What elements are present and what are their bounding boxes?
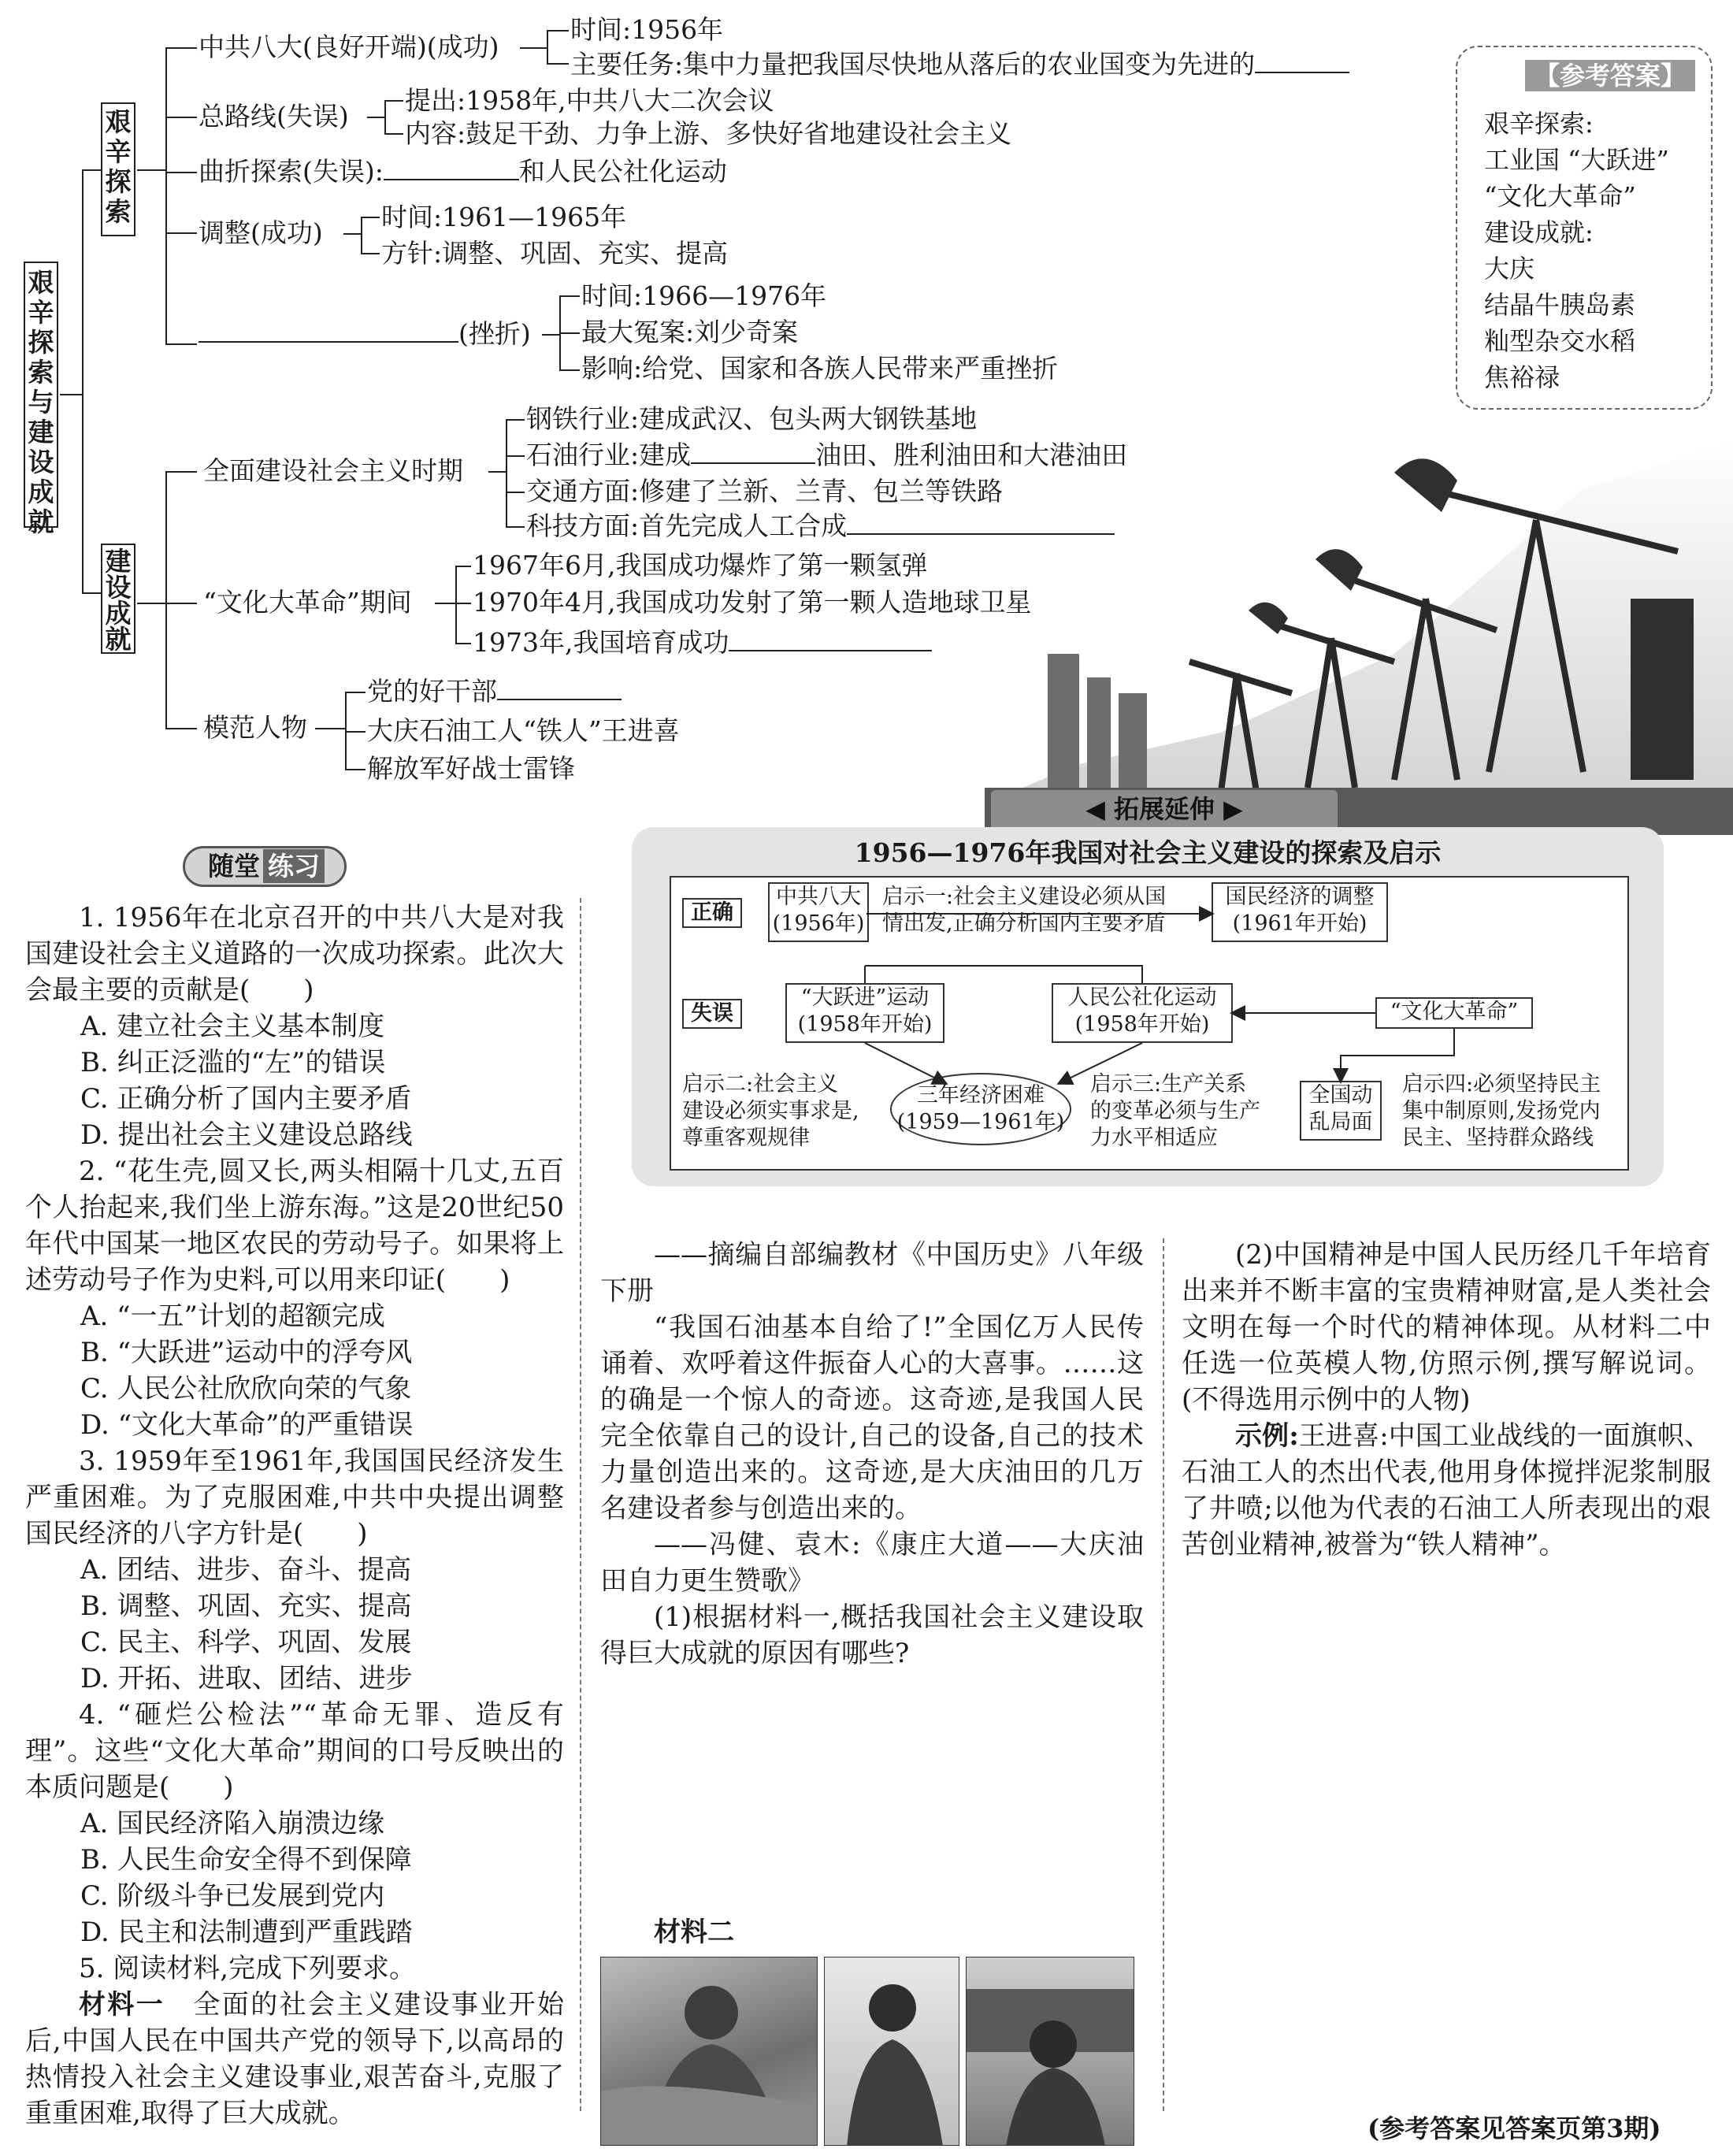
- q2-option-a: A. “一五”计划的超额完成: [80, 1301, 385, 1332]
- q3-option-c: C. 民主、科学、巩固、发展: [80, 1627, 412, 1658]
- q4-option-b: B. 人民生命安全得不到保障: [80, 1844, 412, 1876]
- answer-box-title: 【参考答案】: [1525, 60, 1695, 91]
- fill-blank: [384, 157, 519, 180]
- node-quanmian-tech: 科技方面:首先完成人工合成: [526, 510, 1115, 542]
- node-tiaozheng-policy: 方针:调整、巩固、充实、提高: [381, 238, 729, 269]
- source-2: ——冯健、袁木:《康庄大道——大庆油田自力更生赞歌》: [600, 1529, 1144, 1597]
- material-quote: “我国石油基本自给了!”全国亿万人民传诵着、欢呼着这件振奋人心的大喜事。……这的确是一个惊人的奇迹。这奇迹,是我国人民完全依靠自己的设计,自己的设备,自己的技术力量创造出来的。这奇迹,是大庆油田的几万名建设者参与创造出来的。: [600, 1312, 1144, 1524]
- q1-option-d: D. 提出社会主义建设总路线: [80, 1119, 413, 1151]
- fill-blank: [691, 440, 815, 464]
- node-tiaozheng-time: 时间:1961—1965年: [381, 202, 627, 232]
- q1-option-a: A. 建立社会主义基本制度: [80, 1011, 385, 1042]
- node-quanmian-steel: 钢铁行业:建成武汉、包头两大钢铁基地: [526, 403, 978, 434]
- box-tiaozheng: 国民经济的调整 (1961年开始): [1212, 882, 1388, 942]
- practice-badge: 随堂 练习: [183, 846, 347, 887]
- question-1: 1. 1956年在北京召开的中共八大是对我国建设社会主义道路的一次成功探索。此次大会最主要的贡献是( ): [25, 902, 564, 1006]
- sub-question-2: (2)中国精神是中国人民历经几千年培育出来并不断丰富的宝贵精神财富,是人类社会文明在每一个时代的精神体现。从材料二中任选一位英模人物,仿照示例,撰写解说词。(不得选用示例中的人物): [1182, 1239, 1711, 1416]
- node-cuozhe: (挫折): [199, 318, 531, 350]
- label-correct: 正确: [682, 898, 742, 928]
- fill-blank: [199, 319, 458, 343]
- node-mofan-lei: 解放军好战士雷锋: [367, 753, 575, 784]
- q4-option-a: A. 国民经济陷入崩溃边缘: [80, 1808, 385, 1839]
- photo-lei-feng: [966, 1957, 1134, 2146]
- material-1: 材料一 全面的社会主义建设事业开始后,中国人民在中国共产党的领导下,以高昂的热情投入社会主义建设事业,艰苦奋斗,克服了重重困难,取得了巨大成就。: [25, 1989, 564, 2129]
- question-4: 4. “砸烂公检法”“革命无罪、造反有理”。这些“文化大革命”期间的口号反映出的本质问题是( ): [25, 1699, 564, 1803]
- column-divider-2: [1163, 1238, 1164, 2111]
- sub-question-1: (1)根据材料一,概括我国社会主义建设取得巨大成就的原因有哪些?: [600, 1601, 1144, 1669]
- node-bada-time: 时间:1956年: [570, 14, 724, 45]
- answer-box-lines: 艰辛探索: 工业国 “大跃进” “文化大革命” 建设成就: 大庆 结晶牛胰岛素 籼型杂交水稻 焦裕禄: [1484, 109, 1669, 392]
- q4-option-c: C. 阶级斗争已发展到党内: [80, 1880, 385, 1912]
- fill-blank: [497, 677, 622, 700]
- footer-answer-reference: (参考答案见答案页第3期): [1367, 2113, 1661, 2143]
- node-mofan-cadre: 党的好干部: [367, 676, 622, 707]
- q3-option-d: D. 开拓、进取、团结、进步: [80, 1663, 413, 1694]
- box-dongluan: 全国动 乱局面: [1300, 1081, 1382, 1141]
- text-qishi2: 启示二:社会主义 建设必须实事求是, 尊重客观规律: [682, 1072, 859, 1150]
- ellipse-kunnan: 三年经济困难 (1959—1961年): [890, 1073, 1071, 1145]
- node-wenge: “文化大革命”期间: [203, 587, 412, 618]
- node-tiaozheng: 调整(成功): [199, 217, 323, 248]
- node-zonglux-propose: 提出:1958年,中共八大二次会议: [405, 85, 774, 116]
- box-gongshe: 人民公社化运动 (1958年开始): [1052, 983, 1233, 1043]
- photo-jiao-yulu: [824, 1957, 959, 2146]
- q4-option-d: D. 民主和法制遭到严重践踏: [80, 1917, 413, 1948]
- q3-option-a: A. 团结、进步、奋斗、提高: [80, 1554, 412, 1586]
- node-cuozhe-case: 最大冤案:刘少奇案: [581, 317, 799, 347]
- extension-tab: ◀ 拓展延伸 ▶: [991, 790, 1338, 828]
- practice-column-2: [600, 1237, 1144, 1672]
- source-1: ——摘编自部编教材《中国历史》八年级下册: [600, 1239, 1144, 1307]
- node-zonglux: 总路线(失误): [199, 101, 349, 132]
- oil-pump-illustration: [985, 394, 1733, 835]
- q1-option-b: B. 纠正泛滥的“左”的错误: [80, 1047, 386, 1078]
- node-bada-task: 主要任务:集中力量把我国尽快地从落后的农业国变为先进的: [570, 49, 1349, 80]
- fill-blank: [1255, 50, 1349, 73]
- extension-title: 1956—1976年我国对社会主义建设的探索及启示: [854, 837, 1442, 868]
- node-wenge-satellite: 1970年4月,我国成功发射了第一颗人造地球卫星: [473, 587, 1032, 618]
- box-dayuejin: “大跃进”运动 (1958年开始): [785, 983, 944, 1043]
- q2-option-c: C. 人民公社欣欣向荣的气象: [80, 1373, 412, 1405]
- node-zonglux-content: 内容:鼓足干劲、力争上游、多快好省地建设社会主义: [405, 118, 1012, 149]
- node-quzhe: 曲折探索(失误): 和人民公社化运动: [199, 156, 727, 187]
- box-bada: 中共八大 (1956年): [768, 882, 869, 942]
- mindmap-branch-explore: 艰辛探索: [101, 102, 135, 236]
- column-divider-1: [580, 898, 581, 2111]
- node-cuozhe-time: 时间:1966—1976年: [581, 280, 827, 311]
- node-wenge-rice: 1973年,我国培育成功: [473, 627, 932, 659]
- node-mofan-wang: 大庆石油工人“铁人”王进喜: [367, 715, 680, 746]
- q1-option-c: C. 正确分析了国内主要矛盾: [80, 1083, 412, 1115]
- q2-option-b: B. “大跃进”运动中的浮夸风: [80, 1337, 413, 1368]
- q3-option-b: B. 调整、巩固、充实、提高: [80, 1590, 412, 1622]
- practice-column-1: [25, 900, 564, 2132]
- fill-blank: [729, 628, 932, 651]
- node-wenge-hbomb: 1967年6月,我国成功爆炸了第一颗氢弹: [473, 550, 928, 581]
- node-bada: 中共八大(良好开端)(成功): [199, 32, 499, 62]
- practice-column-3: [1182, 1237, 1711, 1563]
- mindmap-root: 艰辛探索与建设成就: [24, 262, 58, 528]
- text-qishi1: 启示一:社会主义建设必须从国 情出发,正确分析国内主要矛盾: [882, 885, 1167, 936]
- node-cuozhe-impact: 影响:给党、国家和各族人民带来严重挫折: [581, 353, 1059, 384]
- text-qishi3: 启示三:生产关系 的变革必须与生产 力水平相适应: [1090, 1072, 1260, 1150]
- question-5: 5. 阅读材料,完成下列要求。: [79, 1953, 417, 1984]
- text-qishi4: 启示四:必须坚持民主 集中制原则,发扬党内 民主、坚持群众路线: [1402, 1072, 1601, 1150]
- label-mistake: 失误: [682, 999, 742, 1029]
- box-wenge: “文化大革命”: [1375, 997, 1533, 1029]
- answer-box: [1456, 46, 1713, 410]
- material-2-label: 材料二: [654, 1917, 734, 1948]
- mindmap-branch-achieve: 建设成就: [101, 544, 135, 654]
- example: 示例:王进喜:中国工业战线的一面旗帜、石油工人的杰出代表,他用身体搅拌泥浆制服了井喷;以他为代表的石油工人所表现出的艰苦创业精神,被誉为“铁人精神”。: [1182, 1420, 1711, 1560]
- node-quanmian-oil: 石油行业:建成 油田、胜利油田和大港油田: [526, 440, 1128, 470]
- q2-option-d: D. “文化大革命”的严重错误: [80, 1409, 414, 1441]
- photo-wang-jinxi: [600, 1957, 818, 2146]
- question-3: 3. 1959年至1961年,我国国民经济发生严重困难。为了克服困难,中共中央提出调整国民经济的八字方针是( ): [25, 1445, 564, 1549]
- node-quanmian-rail: 交通方面:修建了兰新、兰青、包兰等铁路: [526, 476, 1004, 507]
- node-mofan: 模范人物: [203, 712, 307, 743]
- question-2: 2. “花生壳,圆又长,两头相隔十几丈,五百个人抬起来,我们坐上游东海。”这是20世纪50年代中国某一地区农民的劳动号子。如果将上述劳动号子作为史料,可以用来印证( ): [25, 1156, 564, 1296]
- node-quanmian: 全面建设社会主义时期: [203, 455, 463, 486]
